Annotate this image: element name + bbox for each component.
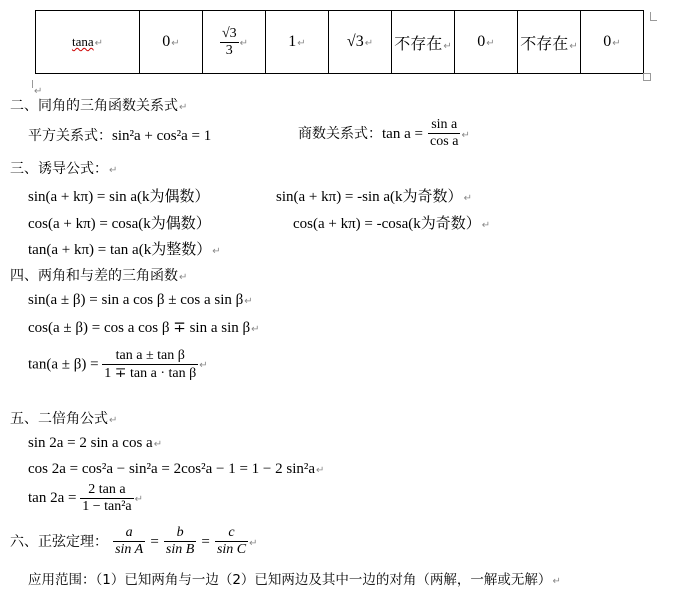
section-heading: 三、诱导公式：↵ — [10, 161, 118, 177]
induction-formula: cos(a + kπ) = -cosa(k为奇数）↵ — [293, 216, 491, 232]
double-angle-cos: cos 2a = cos²a − sin²a = 2cos²a − 1 = 1 − 2 sin²a↵ — [28, 461, 325, 477]
induction-formula: cos(a + kπ) = cosa(k为偶数） — [28, 216, 211, 232]
table-cell: 1↵ — [266, 11, 329, 74]
table-resize-handle[interactable] — [643, 73, 651, 81]
induction-formula: sin(a + kπ) = sin a(k为偶数） — [28, 189, 210, 205]
sum-formula-sin: sin(a ± β) = sin a cos β ± cos a sin β↵ — [28, 292, 253, 308]
table-cell: 不存在↵ — [392, 11, 455, 74]
table-cell: 0↵ — [455, 11, 518, 74]
paragraph-mark: ↵ — [34, 86, 43, 97]
law-of-sines: 六、正弦定理： $\frac{a}{\text{sin A}}$ = $\frac{b}{\text{sin B}}$ = $\frac{c}{\text{sin C}}$ ↵ — [10, 525, 258, 557]
table-cell: 不存在↵ — [518, 11, 581, 74]
table-row — [36, 11, 644, 74]
quotient-identity: 商数关系式：tan a = $\frac{\text{sin a}}{\text{cos a}}$ ↵ — [298, 117, 470, 149]
table-cell-fraction: $\frac{√3}{3}$ ↵ — [203, 11, 266, 74]
trig-value-table — [35, 10, 644, 74]
double-angle-sin: sin 2a = 2 sin a cos a↵ — [28, 435, 163, 451]
table-cell: 0↵ — [140, 11, 203, 74]
induction-formula: tan(a + kπ) = tan a(k为整数）↵ — [28, 242, 221, 258]
table-cell: 0↵ — [581, 11, 644, 74]
pythagorean-identity: 平方关系式：sin²a + cos²a = 1 — [28, 128, 212, 144]
sum-formula-tan: tan(a ± β) = $\frac{\text{tan a ± tan β}}{\text{1 ∓ tan a · tan β}}$ ↵ — [28, 348, 208, 381]
section-heading: 四、两角和与差的三角函数↵ — [10, 268, 188, 284]
sum-formula-cos: cos(a ± β) = cos a cos β ∓ sin a sin β↵ — [28, 320, 260, 336]
induction-formula: sin(a + kπ) = -sin a(k为奇数）↵ — [276, 189, 472, 205]
table-cell: √3↵ — [329, 11, 392, 74]
row-end-mark — [650, 12, 657, 21]
double-angle-tan: tan 2a = $\frac{\text{2 tan a}}{\text{1 − tan²a}}$ ↵ — [28, 482, 144, 514]
application-scope: 应用范围：（1）已知两角与一边（2）已知两边及其中一边的对角（两解，一解或无解）↵ — [28, 572, 561, 588]
section-heading: 五、二倍角公式↵ — [10, 411, 118, 427]
table-cell-label: tana↵ — [36, 11, 140, 74]
section-heading: 二、同角的三角函数关系式↵ — [10, 98, 188, 114]
section-heading: 六、正弦定理： — [10, 534, 108, 550]
